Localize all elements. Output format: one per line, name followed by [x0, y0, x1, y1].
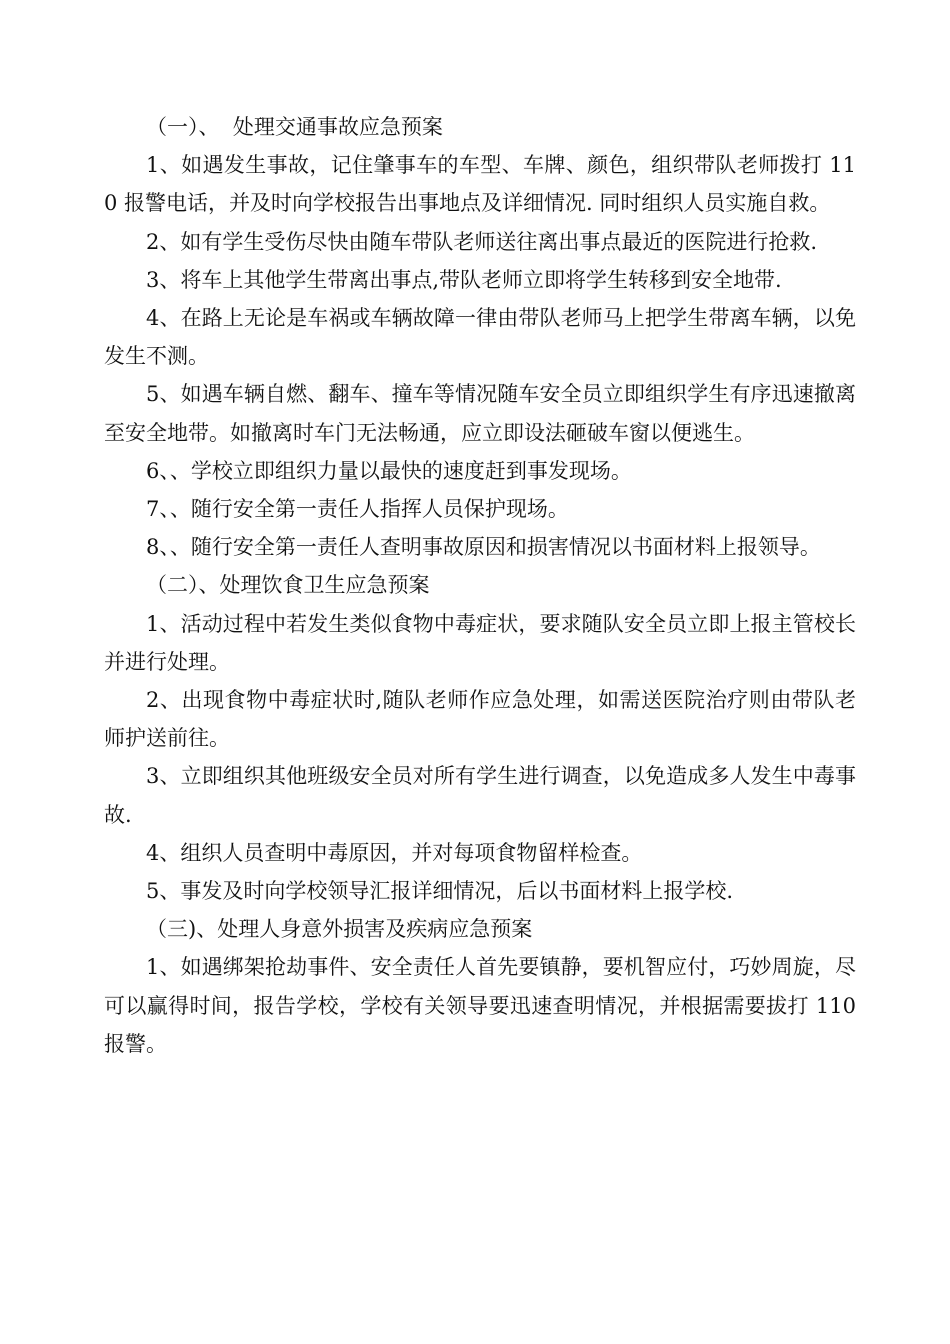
paragraph: 2、出现食物中毒症状时,随队老师作应急处理，如需送医院治疗则由带队老师护送前往。: [104, 688, 856, 751]
document-body: [104, 108, 856, 1063]
paragraph: 1、如遇绑架抢劫事件、安全责任人首先要镇静，要机智应付，巧妙周旋，尽可以赢得时间，报告学校，学校有关领导要迅速查明情况，并根据需要拔打 110 报警。: [104, 955, 856, 1056]
paragraph: 5、如遇车辆自燃、翻车、撞车等情况随车安全员立即组织学生有序迅速撤离至安全地带。如撤离时车门无法畅通，应立即设法砸破车窗以便逃生。: [104, 382, 856, 445]
section-heading: （三)、处理人身意外损害及疾病应急预案: [146, 917, 533, 942]
section-heading: （一）、 处理交通事故应急预案: [146, 115, 443, 139]
paragraph: 6、、学校立即组织力量以最快的速度赶到事发现场。: [146, 458, 632, 483]
paragraph: 7、、随行安全第一责任人指挥人员保护现场。: [146, 497, 569, 522]
paragraph: 2、如有学生受伤尽快由随车带队老师送往离出事点最近的医院进行抢救.: [146, 229, 818, 254]
paragraph: 4、组织人员查明中毒原因，并对每项食物留样检查。: [146, 840, 643, 865]
section-heading: （二）、处理饮食卫生应急预案: [146, 573, 430, 598]
paragraph: 3、立即组织其他班级安全员对所有学生进行调查，以免造成多人发生中毒事故.: [104, 764, 856, 827]
paragraph: 8、、随行安全第一责任人查明事故原因和损害情况以书面材料上报领导。: [146, 535, 821, 560]
paragraph: 1、活动过程中若发生类似食物中毒症状，要求随队安全员立即上报主管校长并进行处理。: [104, 611, 856, 674]
paragraph: 4、在路上无论是车祸或车辆故障一律由带队老师马上把学生带离车辆，以免发生不测。: [104, 306, 856, 369]
paragraph: 1、如遇发生事故，记住肇事车的车型、车牌、颜色，组织带队老师拨打 110 报警电话，并及时向学校报告出事地点及详细情况. 同时组织人员实施自救。: [104, 153, 856, 216]
paragraph: 3、将车上其他学生带离出事点,带队老师立即将学生转移到安全地带.: [146, 267, 782, 292]
paragraph: 5、事发及时向学校领导汇报详细情况，后以书面材料上报学校.: [146, 879, 734, 904]
